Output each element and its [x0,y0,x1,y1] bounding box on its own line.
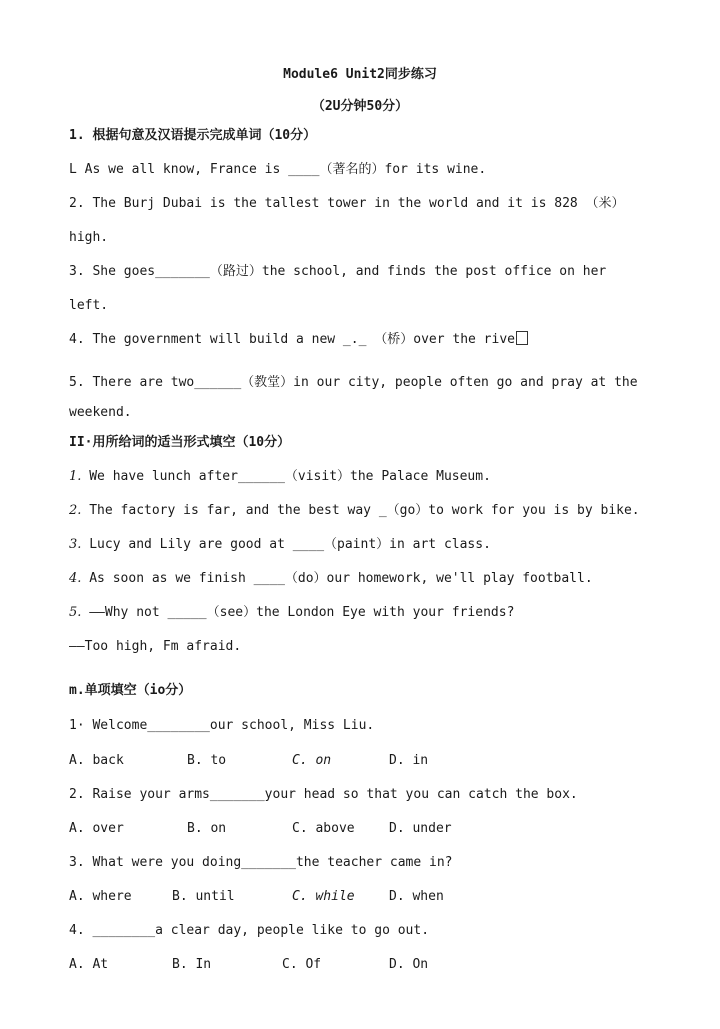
section2-item [69,502,700,520]
section1-item: left. [69,298,109,313]
section1-item: 3. She goes_______（路过）the school, and finds the post office on her [69,264,607,279]
mc-question: 4. ________a clear day, people like to go out. [69,923,430,938]
section1-item-text: 4. The government will build a new _._ （桥）over the rive [69,332,515,347]
section1-item: high. [69,230,109,245]
mc-option: A. over [69,821,124,836]
section1-item: weekend. [69,405,132,420]
mc-option: B. to [187,753,227,768]
item-text: As soon as we finish ____（do）our homework, we'll play football. [81,571,593,586]
section2-item [69,536,700,554]
mc-option: D. On [389,957,429,972]
item-number: 2. [69,503,82,518]
page-subtitle: （2U分钟50分） [311,99,409,114]
section1-item: L As we all know, France is ____（著名的）for its wine. [69,162,487,177]
missing-glyph-box-icon [516,331,528,345]
mc-option: B. on [187,821,227,836]
item-text: Lucy and Lily are good at ____（paint）in art class. [81,537,491,552]
mc-option: C. while [292,889,355,904]
section3-heading: m.单项填空（io分） [69,683,192,698]
section2-heading: II·用所给词的适当形式填空（10分） [69,435,291,450]
section1-item: 2. The Burj Dubai is the tallest tower in the world and it is 828 （米） [69,196,625,211]
mc-option: A. where [69,889,132,904]
mc-option: C. above [292,821,355,836]
item-number: 1. [69,469,82,484]
mc-question: 1· Welcome________our school, Miss Liu. [69,718,375,733]
section1-item: 5. There are two______（教堂）in our city, people often go and pray at the [69,375,638,390]
section1-item [69,331,700,349]
mc-option: D. when [389,889,444,904]
mc-option: B. In [172,957,212,972]
item-number: 4. [69,571,82,586]
mc-option: A. back [69,753,124,768]
section2-item [69,468,700,486]
mc-option: A. At [69,957,109,972]
item-text: ——Too high, Fm afraid. [69,639,242,654]
item-text: The factory is far, and the best way _（go）to work for you is by bike. [81,503,640,518]
page-title: Module6 Unit2同步练习 [283,67,437,82]
item-text: ——Why not _____（see）the London Eye with your friends? [81,605,515,620]
mc-option: C. on [292,753,332,768]
section1-heading: 1. 根据句意及汉语提示完成单词（10分） [69,128,317,143]
item-number: 3. [69,537,82,552]
item-text: We have lunch after______（visit）the Palace Museum. [81,469,491,484]
mc-option: B. until [172,889,235,904]
mc-option: D. in [389,753,429,768]
mc-option: C. Of [282,957,322,972]
mc-option: D. under [389,821,452,836]
item-number: 5. [69,605,82,620]
section2-item [69,604,700,622]
mc-question: 3. What were you doing_______the teacher came in? [69,855,453,870]
section2-item [69,638,700,656]
section2-item [69,570,700,588]
mc-question: 2. Raise your arms_______your head so that you can catch the box. [69,787,578,802]
